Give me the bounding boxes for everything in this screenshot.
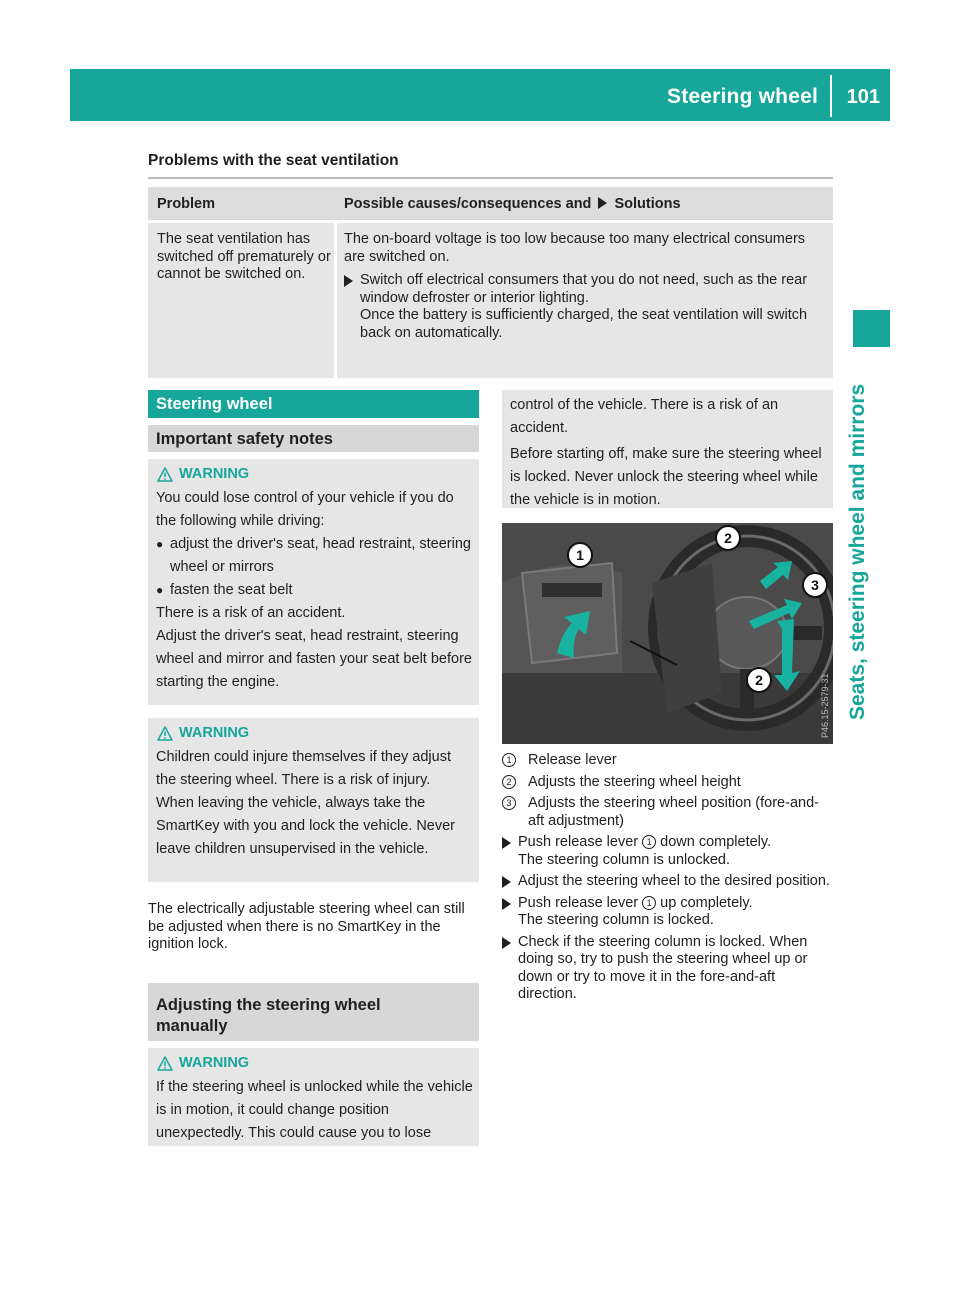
callout-number: 1 <box>642 835 656 849</box>
page-number: 101 <box>846 86 880 108</box>
step-text <box>518 895 833 913</box>
instruction-steps <box>502 834 833 1004</box>
warning-label-text: WARNING <box>179 724 250 741</box>
bullet-text: fasten the seat belt <box>170 582 293 598</box>
section-heading-text: Steering wheel <box>156 395 273 413</box>
list-item <box>156 533 473 579</box>
instruction-step <box>502 834 833 869</box>
warning3-continued: control of the vehicle. There is a risk of an accident. <box>510 397 779 436</box>
legend-text: Adjusts the steering wheel position (fore-and-aft adjustment) <box>528 795 819 829</box>
warning2-text1: Children could injure themselves if they adjust the steering wheel. There is a risk of injury. <box>156 749 451 788</box>
step-note: The steering column is locked. <box>518 912 714 928</box>
svg-text:3: 3 <box>811 577 819 593</box>
header-divider <box>830 75 832 117</box>
figure-legend <box>502 752 833 1008</box>
warning-triangle-icon <box>157 1056 173 1071</box>
callout-1 <box>568 543 592 567</box>
warning2-text2: When leaving the vehicle, always take the SmartKey with you and lock the vehicle. Never leave children unsupervised in the vehicle. <box>156 795 455 857</box>
step-text-part: Push release lever <box>518 894 639 911</box>
warning3-text: If the steering wheel is unlocked while the vehicle is in motion, it could change position unexpectedly. This could cause you to lose <box>156 1079 473 1141</box>
step-text-part: up completely. <box>660 894 753 911</box>
subheading-adjust-manually <box>148 983 479 1041</box>
col-problem-header: Problem <box>157 196 216 212</box>
problems-table <box>148 187 833 378</box>
list-item <box>502 752 833 770</box>
step-text: Check if the steering column is locked. When doing so, try to push the steering wheel up or down or try to move it in the fore-and-aft direction. <box>518 933 808 1002</box>
action-arrow-icon <box>502 937 511 949</box>
row-problem: The seat ventilation has switched off prematurely or cannot be switched on. <box>148 223 337 378</box>
warning1-risk: There is a risk of an accident. <box>156 605 346 621</box>
warning1-advice: Adjust the driver's seat, head restraint, steering wheel and mirror and fasten your seat belt before starting the engine. <box>156 628 472 690</box>
svg-text:2: 2 <box>755 672 763 688</box>
list-item <box>502 795 833 830</box>
row-solution <box>337 223 833 378</box>
warning-panel-2 <box>148 718 479 882</box>
callout-number: 1 <box>642 896 656 910</box>
list-item <box>502 774 833 792</box>
step-note: The steering column is unlocked. <box>518 851 730 868</box>
electric-adjust-note: The electrically adjustable steering wheel can still be adjusted when there is no SmartKey in the ignition lock. <box>148 901 465 952</box>
step-text: Adjust the steering wheel to the desired position. <box>518 873 830 889</box>
action-arrow-icon <box>502 876 511 888</box>
step-text-part: down completely. <box>660 834 772 850</box>
warning-triangle-icon <box>157 726 173 741</box>
warning3-advice: Before starting off, make sure the steering wheel is locked. Never unlock the steering wheel while the vehicle is in motion. <box>510 446 822 508</box>
svg-text:1: 1 <box>576 547 584 563</box>
instruction-step <box>502 873 833 891</box>
row-step-note: Once the battery is sufficiently charged, the seat ventilation will switch back on automatically. <box>360 307 808 341</box>
warning-label-text: WARNING <box>179 1054 250 1071</box>
figure-code: P46.15-2579-31 <box>820 673 830 738</box>
step-text-part: Push release lever <box>518 834 639 850</box>
warning1-intro: You could lose control of your vehicle if you do the following while driving: <box>156 490 454 529</box>
callout-2-top <box>716 526 740 550</box>
warning-label-1 <box>156 461 473 487</box>
svg-text:2: 2 <box>724 530 732 546</box>
callout-number: 2 <box>502 775 516 789</box>
legend-text: Release lever <box>528 752 617 768</box>
step-text <box>518 834 833 852</box>
warning-panel-3-continued <box>502 390 833 508</box>
subheading-text: Adjusting the steering wheel manually <box>156 996 381 1035</box>
bullet-icon: ● <box>156 537 164 551</box>
bullet-text: adjust the driver's seat, head restraint, steering wheel or mirrors <box>170 536 471 575</box>
warning-label-text: WARNING <box>179 465 250 482</box>
action-arrow-icon <box>502 837 511 849</box>
col-solutions-prefix: Possible causes/consequences and <box>344 196 592 212</box>
table-row <box>148 223 833 378</box>
chapter-tab-marker <box>853 310 890 347</box>
problems-title: Problems with the seat ventilation <box>148 152 399 169</box>
action-arrow-icon <box>502 898 511 910</box>
warning-triangle-icon <box>157 467 173 482</box>
row-cause: The on-board voltage is too low because too many electrical consumers are switched on. <box>344 231 806 265</box>
table-header <box>148 187 833 220</box>
list-item <box>156 579 473 602</box>
warning-panel-3 <box>148 1048 479 1146</box>
bullet-icon: ● <box>156 583 164 597</box>
row-step-text: Switch off electrical consumers that you do not need, such as the rear window defroster or interior lighting. <box>360 272 808 306</box>
legend-text: Adjusts the steering wheel height <box>528 773 741 790</box>
instruction-step <box>502 934 833 1004</box>
callout-2-bottom <box>747 668 771 692</box>
warning-label-3 <box>156 1050 473 1076</box>
callout-3 <box>803 573 827 597</box>
page-header <box>70 69 890 121</box>
action-arrow-icon <box>344 275 353 287</box>
title-rule <box>148 177 833 179</box>
subheading-safety-notes <box>148 425 479 452</box>
warning-panel-1 <box>148 459 479 705</box>
callout-number: 1 <box>502 753 516 767</box>
header-title: Steering wheel <box>666 85 818 108</box>
chapter-tab-label: Seats, steering wheel and mirrors <box>846 383 869 720</box>
subheading-text: Important safety notes <box>156 430 333 448</box>
warning-label-2 <box>156 720 473 746</box>
callout-number: 3 <box>502 796 516 810</box>
col-solutions-suffix: Solutions <box>614 196 681 212</box>
col-solutions-header <box>337 187 833 220</box>
instruction-step <box>502 895 833 930</box>
section-heading-steering-wheel <box>148 390 479 418</box>
action-arrow-icon <box>598 197 607 209</box>
row-step <box>344 272 827 342</box>
steering-wheel-figure <box>502 523 833 744</box>
